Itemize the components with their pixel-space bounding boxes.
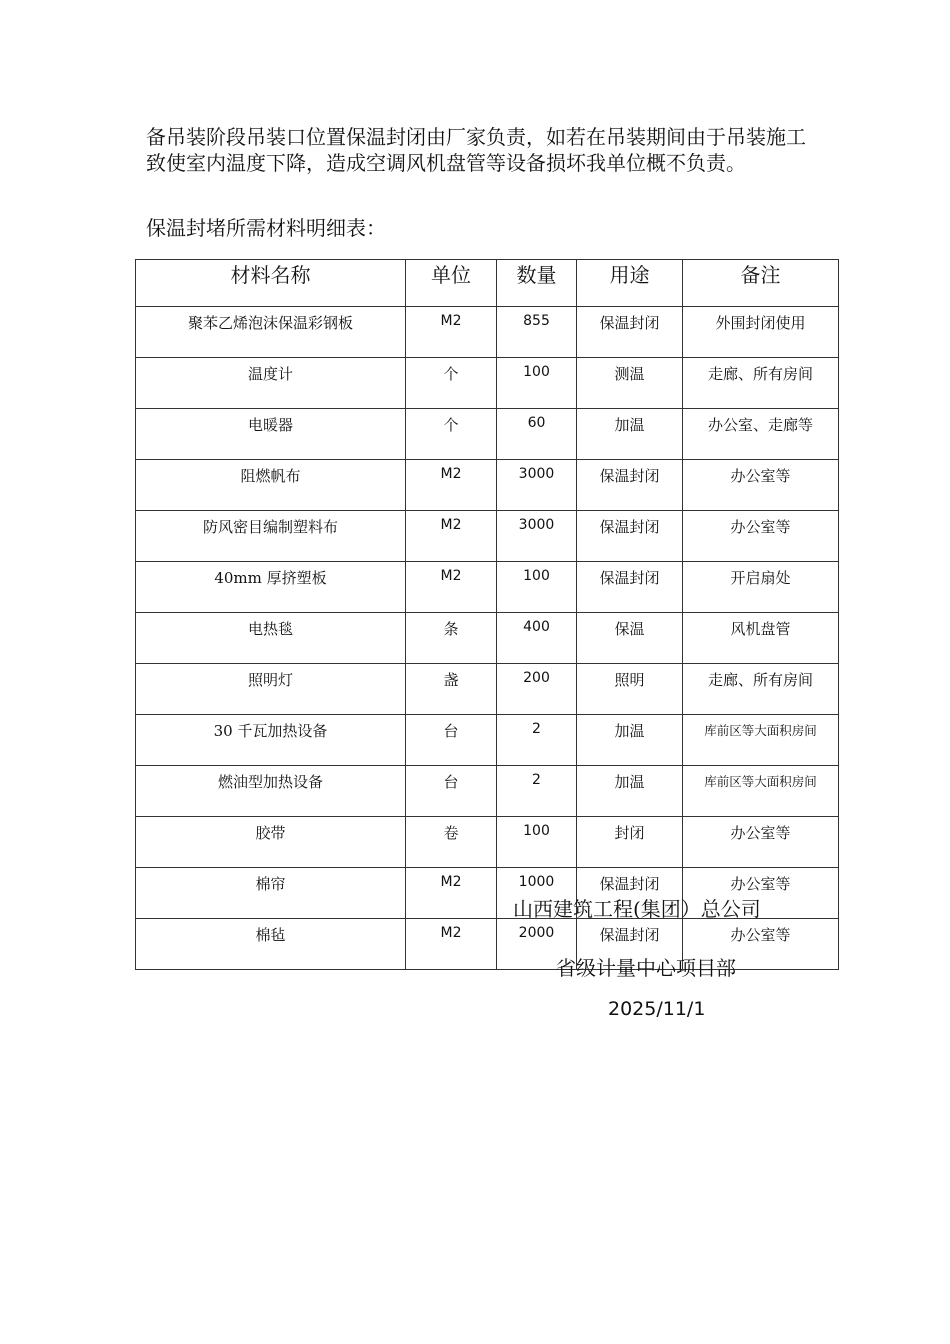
cell-purpose: 保温封闭 bbox=[577, 919, 683, 970]
cell-quantity: 3000 bbox=[497, 460, 577, 511]
cell-purpose: 保温封闭 bbox=[577, 460, 683, 511]
cell-purpose: 加温 bbox=[577, 409, 683, 460]
cell-purpose: 保温封闭 bbox=[577, 307, 683, 358]
table-row bbox=[136, 613, 839, 664]
cell-unit: 台 bbox=[406, 715, 497, 766]
cell-unit: 卷 bbox=[406, 817, 497, 868]
cell-unit: 盏 bbox=[406, 664, 497, 715]
signature-department: 省级计量中心项目部 bbox=[556, 956, 736, 980]
cell-unit: M2 bbox=[406, 460, 497, 511]
table-row bbox=[136, 460, 839, 511]
cell-purpose: 封闭 bbox=[577, 817, 683, 868]
cell-remarks: 办公室等 bbox=[683, 511, 839, 562]
signature-company: 山西建筑工程(集团）总公司 bbox=[513, 897, 761, 921]
cell-remarks: 办公室等 bbox=[683, 868, 839, 919]
cell-unit: 个 bbox=[406, 409, 497, 460]
cell-quantity: 3000 bbox=[497, 511, 577, 562]
table-row bbox=[136, 715, 839, 766]
table-row bbox=[136, 664, 839, 715]
table-row bbox=[136, 409, 839, 460]
header-unit: 单位 bbox=[406, 260, 497, 307]
intro-paragraph: 备吊装阶段吊装口位置保温封闭由厂家负责，如若在吊装期间由于吊装施工致使室内温度下降，造成空调风机盘管等设备损坏我单位概不负责。 bbox=[146, 125, 806, 175]
cell-quantity: 2 bbox=[497, 715, 577, 766]
cell-material-name: 胶带 bbox=[136, 817, 406, 868]
cell-unit: M2 bbox=[406, 868, 497, 919]
cell-quantity: 400 bbox=[497, 613, 577, 664]
cell-material-name: 电暖器 bbox=[136, 409, 406, 460]
cell-remarks: 库前区等大面积房间 bbox=[683, 766, 839, 817]
cell-material-name: 聚苯乙烯泡沫保温彩钢板 bbox=[136, 307, 406, 358]
cell-quantity: 200 bbox=[497, 664, 577, 715]
cell-unit: 台 bbox=[406, 766, 497, 817]
cell-material-name: 30 千瓦加热设备 bbox=[136, 715, 406, 766]
cell-purpose: 保温 bbox=[577, 613, 683, 664]
table-title: 保温封堵所需材料明细表： bbox=[146, 216, 386, 240]
cell-remarks: 外围封闭使用 bbox=[683, 307, 839, 358]
signature-date: 2025/11/1 bbox=[608, 998, 706, 1020]
cell-material-name: 照明灯 bbox=[136, 664, 406, 715]
cell-purpose: 保温封闭 bbox=[577, 511, 683, 562]
table-row bbox=[136, 817, 839, 868]
header-material-name: 材料名称 bbox=[136, 260, 406, 307]
cell-purpose: 照明 bbox=[577, 664, 683, 715]
table-row bbox=[136, 562, 839, 613]
cell-quantity: 1000 bbox=[497, 868, 577, 919]
header-quantity: 数量 bbox=[497, 260, 577, 307]
table-header-row bbox=[136, 260, 839, 307]
cell-remarks: 风机盘管 bbox=[683, 613, 839, 664]
cell-purpose: 加温 bbox=[577, 715, 683, 766]
cell-quantity: 855 bbox=[497, 307, 577, 358]
cell-purpose: 保温封闭 bbox=[577, 562, 683, 613]
cell-remarks: 办公室等 bbox=[683, 460, 839, 511]
cell-material-name: 防风密目编制塑料布 bbox=[136, 511, 406, 562]
cell-quantity: 100 bbox=[497, 562, 577, 613]
table-row bbox=[136, 307, 839, 358]
cell-material-name: 燃油型加热设备 bbox=[136, 766, 406, 817]
table-row bbox=[136, 766, 839, 817]
materials-table bbox=[135, 259, 839, 970]
cell-material-name: 棉毡 bbox=[136, 919, 406, 970]
table-row bbox=[136, 511, 839, 562]
cell-quantity: 2 bbox=[497, 766, 577, 817]
cell-material-name: 40mm 厚挤塑板 bbox=[136, 562, 406, 613]
cell-material-name: 阻燃帆布 bbox=[136, 460, 406, 511]
cell-unit: M2 bbox=[406, 511, 497, 562]
cell-unit: M2 bbox=[406, 562, 497, 613]
cell-remarks: 办公室、走廊等 bbox=[683, 409, 839, 460]
cell-remarks: 开启扇处 bbox=[683, 562, 839, 613]
cell-purpose: 加温 bbox=[577, 766, 683, 817]
cell-quantity: 100 bbox=[497, 817, 577, 868]
cell-remarks: 走廊、所有房间 bbox=[683, 358, 839, 409]
cell-unit: 条 bbox=[406, 613, 497, 664]
cell-material-name: 电热毯 bbox=[136, 613, 406, 664]
cell-remarks: 办公室等 bbox=[683, 817, 839, 868]
cell-quantity: 60 bbox=[497, 409, 577, 460]
cell-purpose: 测温 bbox=[577, 358, 683, 409]
header-purpose: 用途 bbox=[577, 260, 683, 307]
cell-remarks: 库前区等大面积房间 bbox=[683, 715, 839, 766]
cell-remarks: 办公室等 bbox=[683, 919, 839, 970]
cell-material-name: 棉帘 bbox=[136, 868, 406, 919]
cell-material-name: 温度计 bbox=[136, 358, 406, 409]
cell-unit: M2 bbox=[406, 919, 497, 970]
cell-purpose: 保温封闭 bbox=[577, 868, 683, 919]
cell-remarks: 走廊、所有房间 bbox=[683, 664, 839, 715]
cell-quantity: 2000 bbox=[497, 919, 577, 970]
cell-unit: 个 bbox=[406, 358, 497, 409]
header-remarks: 备注 bbox=[683, 260, 839, 307]
cell-unit: M2 bbox=[406, 307, 497, 358]
cell-quantity: 100 bbox=[497, 358, 577, 409]
table-row bbox=[136, 358, 839, 409]
